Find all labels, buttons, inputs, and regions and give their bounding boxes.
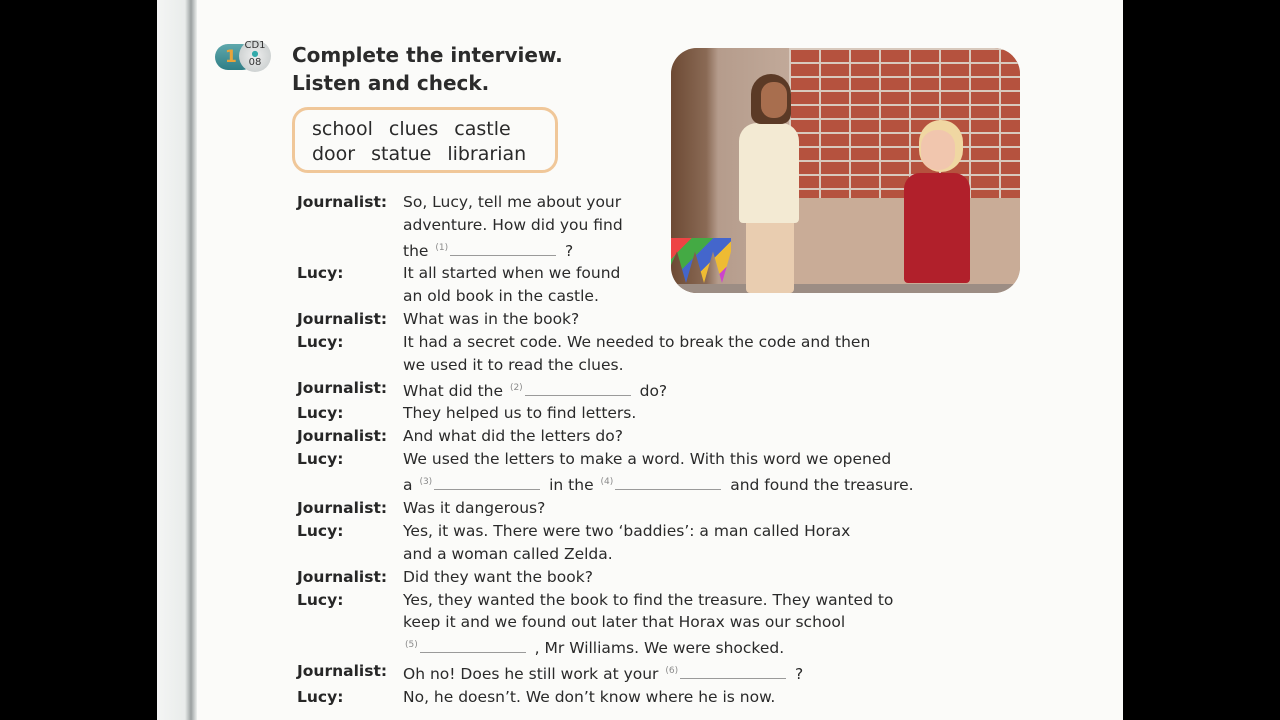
text-segment: What was in the book? (403, 309, 580, 328)
speaker-label: Journalist: (297, 193, 388, 211)
word: castle (454, 118, 511, 140)
text-segment: an old book in the castle. (403, 287, 599, 306)
speech-text (403, 377, 667, 403)
dialogue-turn (297, 331, 937, 377)
dialogue-turn (297, 448, 937, 497)
dialogue-turn (297, 191, 937, 262)
speaker-label: Lucy: (297, 521, 344, 540)
word: door (312, 143, 356, 165)
answer-blank[interactable] (450, 241, 556, 256)
dialogue-turn (297, 308, 937, 331)
exercise-title (292, 41, 563, 97)
text-segment: ? (790, 664, 804, 683)
dialogue-turn (297, 520, 937, 566)
speech-text (403, 566, 593, 589)
speech-line (403, 543, 850, 566)
answer-blank[interactable] (434, 475, 540, 490)
text-segment: adventure. How did you find (403, 215, 623, 234)
text-segment: Was it dangerous? (403, 498, 546, 517)
speech-line (403, 686, 775, 709)
title-line-1: Complete the interview. (292, 43, 563, 67)
dialogue-turn (297, 425, 937, 448)
text-segment: do? (634, 381, 668, 400)
text-segment: in the (544, 476, 599, 495)
speaker-label: Lucy: (297, 264, 344, 283)
blank-number: (1) (435, 242, 449, 253)
speech-line (403, 634, 893, 660)
speech-text (403, 589, 893, 660)
speech-line (403, 660, 803, 686)
speech-text (403, 425, 623, 448)
text-segment: It had a secret code. We needed to break the code and then (403, 332, 871, 351)
dialogue-turn (297, 660, 937, 686)
speech-line (403, 237, 623, 263)
dialogue-turn (297, 377, 937, 403)
exercise-badge (215, 40, 277, 72)
speaker-label: Journalist: (297, 378, 388, 397)
speech-line (403, 448, 914, 471)
text-segment: What did the (403, 381, 508, 400)
speech-line (403, 425, 623, 448)
text-segment: It all started when we found (403, 264, 621, 283)
speaker-label: Journalist: (297, 309, 388, 328)
blank-number: (4) (600, 477, 614, 488)
speech-line (403, 497, 545, 520)
text-segment: a (403, 476, 418, 495)
word: school (312, 118, 373, 140)
speech-line (403, 566, 593, 589)
blank-number: (2) (509, 382, 523, 393)
speaker-label: Journalist: (297, 661, 388, 680)
speech-line (403, 214, 623, 237)
text-segment: No, he doesn’t. We don’t know where he is now. (403, 687, 776, 706)
blank-number: (5) (405, 640, 418, 651)
cd-track: 08 (248, 57, 262, 68)
word-box (292, 107, 558, 173)
dialogue-turn (297, 686, 937, 709)
answer-blank[interactable] (525, 381, 631, 396)
speech-line (403, 331, 870, 354)
speech-text (403, 262, 620, 308)
speech-line (403, 191, 623, 214)
speech-text (403, 402, 636, 425)
dialogue-turn (297, 497, 937, 520)
dialogue-turn (297, 566, 937, 589)
text-segment: And what did the letters do? (403, 427, 623, 446)
text-segment: So, Lucy, tell me about your (403, 193, 622, 211)
speaker-label: Journalist: (297, 427, 388, 446)
dialogue-turn (297, 262, 937, 308)
blank-number: (6) (665, 665, 679, 676)
exercise-number: 1 (215, 44, 255, 70)
text-segment: Did they want the book? (403, 567, 593, 586)
speaker-label: Journalist: (297, 567, 388, 586)
word: statue (371, 143, 432, 165)
answer-blank[interactable] (680, 664, 786, 679)
speaker-label: Lucy: (297, 590, 344, 609)
speech-text (403, 520, 850, 566)
speaker-label: Lucy: (297, 332, 344, 351)
speaker-label: Lucy: (297, 404, 344, 423)
answer-blank[interactable] (420, 638, 526, 653)
interview-dialogue (297, 191, 937, 709)
speech-line (403, 402, 636, 425)
speech-line (403, 262, 620, 285)
speech-text (403, 660, 803, 686)
text-segment: We used the letters to make a word. With this word we opened (403, 450, 892, 469)
journalist-face (761, 82, 787, 118)
speech-text (403, 686, 775, 709)
speech-text (403, 497, 545, 520)
speech-line (403, 354, 870, 377)
speaker-label: Lucy: (297, 450, 344, 469)
blank-number: (3) (419, 477, 433, 488)
speech-line (403, 589, 893, 612)
speech-line (403, 520, 850, 543)
speaker-label: Lucy: (297, 687, 344, 706)
title-line-2: Listen and check. (292, 71, 490, 95)
word: librarian (447, 143, 527, 165)
speech-text (403, 308, 579, 331)
text-segment: ? (560, 241, 574, 260)
text-segment: Yes, it was. There were two ‘baddies’: a man called Horax (403, 521, 851, 540)
speech-line (403, 308, 579, 331)
text-segment: and a woman called Zelda. (403, 544, 613, 563)
text-segment: Yes, they wanted the book to find the treasure. They wanted to (403, 590, 894, 609)
speech-line (403, 611, 893, 634)
dialogue-turn (297, 402, 937, 425)
speech-line (403, 285, 620, 308)
speech-text (403, 191, 623, 262)
speaker-label: Journalist: (297, 498, 388, 517)
speech-line (403, 471, 914, 497)
speech-text (403, 448, 914, 497)
text-segment: and found the treasure. (725, 476, 914, 495)
page-binding-shadow (157, 0, 197, 720)
cd-label: CD1 (244, 40, 266, 51)
text-segment: They helped us to find letters. (403, 404, 637, 423)
cd-icon: CD1 ● 08 (239, 40, 271, 72)
word: clues (388, 118, 439, 140)
speech-line (403, 377, 667, 403)
answer-blank[interactable] (615, 475, 721, 490)
lucy-face (921, 130, 955, 170)
dialogue-turn (297, 589, 937, 660)
text-segment: we used it to read the clues. (403, 355, 624, 374)
text-segment: , Mr Williams. We were shocked. (529, 639, 785, 658)
text-segment: the (403, 241, 434, 260)
text-segment: keep it and we found out later that Horax was our school (403, 613, 846, 632)
text-segment: Oh no! Does he still work at your (403, 664, 664, 683)
speech-text (403, 331, 870, 377)
